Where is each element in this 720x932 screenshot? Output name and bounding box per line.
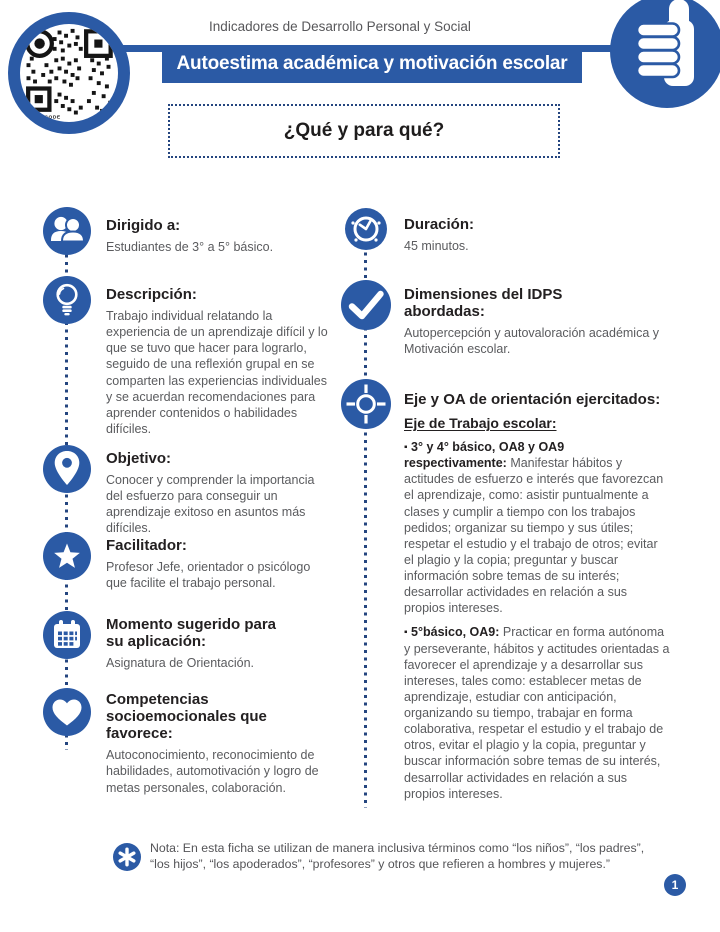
section-duracion: [345, 208, 670, 254]
qr-brand-label: FLOWCODE: [28, 115, 61, 121]
question-title: ¿Qué y para qué?: [283, 120, 445, 141]
asterisk-icon: [113, 843, 141, 871]
section-momento: [43, 611, 334, 671]
section-body: Trabajo individual relatando la experiencia de un aprendizaje difícil y lo que se tuvo que hacer para lograrlo, seguido de una reflexión grupal en se comparten las experiencias individuales y se acuerdan recomendaciones para aprender contenidos o habilidades difíciles.: [106, 309, 328, 436]
question-box: [168, 104, 560, 158]
section-body: Profesor Jefe, orientador o psicólogo que facilite el trabajo personal.: [106, 560, 311, 591]
section-dirigido: [43, 207, 334, 255]
section-title: Dimensiones del IDPS abordadas:: [404, 286, 563, 321]
section-title: Eje y OA de orientación ejercitados:: [404, 391, 661, 408]
bullet-label: 5°básico, OA9:: [411, 625, 500, 640]
bullet-marker: ▪: [404, 442, 408, 454]
target-icon: [341, 379, 391, 429]
section-title: Momento sugerido para su aplicación:: [106, 616, 277, 651]
qr-code: [20, 24, 118, 122]
page-number-badge: [664, 874, 686, 896]
thumbs-up-icon: [610, 0, 720, 108]
section-body: 45 minutos.: [404, 239, 469, 254]
location-pin-icon: [43, 445, 91, 493]
qr-code-pattern: [20, 24, 118, 122]
section-body: Autoconocimiento, reconocimiento de habilidades, automotivación y logro de metas personales, colaboración.: [106, 748, 319, 795]
bullet-text: Manifestar hábitos y actitudes de esfuerzo e interés que favorezcan el aprendizaje, como: asistir puntualmente a clases y cumplir a tiempo con los trabajos pedidos; organizar su tiempo y sus útiles; respetar el estudio y el trabajo de otros; evitar el plagio y la copia; preguntar y buscar información sobre temas de su interés; desarrollar actividades en relación a sus propios intereses.: [404, 456, 664, 616]
eje-subtitle: Eje de Trabajo escolar:: [404, 415, 557, 432]
star-icon: [43, 532, 91, 580]
section-body: Asignatura de Orientación.: [106, 656, 255, 671]
qr-badge: [8, 12, 130, 134]
section-title: Objetivo:: [106, 450, 172, 467]
eje-bullet-2: [404, 624, 670, 801]
section-body: Estudiantes de 3° a 5° básico.: [106, 240, 274, 255]
section-facilitador: [43, 532, 334, 591]
heart-icon: [43, 688, 91, 736]
lightbulb-icon: [43, 276, 91, 324]
check-icon: [341, 280, 391, 330]
document-kicker: Indicadores de Desarrollo Personal y Social: [209, 19, 471, 34]
bullet-label: 3° y 4° básico, OA8 y OA9 respectivamente:: [404, 440, 565, 471]
section-title: Facilitador:: [106, 537, 187, 554]
section-objetivo: [43, 445, 334, 537]
bullet-text: Practicar en forma autónoma y perseverante, hábitos y actitudes orientadas a favorecer el aprendizaje y a desarrollar sus intereses, tales como: establecer metas de aprendizaje, estudiar con anticipación, organizando su tiempo, trabajar en forma colaborativa, respetar el estudio y el trabajo de otros, evitar el plagio y la copia, preguntar y buscar información sobre temas de su interés, desarrollar actividades en relación a sus propios intereses.: [404, 625, 670, 801]
section-body: Conocer y comprender la importancia del esfuerzo para conseguir un aprendizaje exitoso en asuntos más difíciles.: [106, 473, 315, 536]
section-title: Duración:: [404, 216, 475, 233]
thumbs-up-badge: [610, 0, 720, 108]
section-title: Descripción:: [106, 286, 197, 303]
document-title: Autoestima académica y motivación escolar: [176, 53, 568, 74]
section-competencias: [43, 688, 334, 796]
inclusive-language-note: Nota: En esta ficha se utilizan de manera inclusiva términos como “los niños”, “los padres”, “los hijos”, “los apoderados”, “profesores” y otros que refieren a hombres y mujeres.”: [150, 841, 645, 872]
section-dimensiones: [341, 280, 670, 357]
section-title: Dirigido a:: [106, 217, 181, 234]
section-title: Competencias socioemocionales que favorece:: [106, 691, 267, 743]
section-descripcion: [43, 276, 334, 437]
calendar-icon: [43, 611, 91, 659]
section-eje-oa: [341, 379, 670, 802]
section-body: Autopercepción y autovaloración académica y Motivación escolar.: [404, 326, 660, 357]
bullet-marker: ▪: [404, 627, 408, 639]
people-icon: [43, 207, 91, 255]
title-banner: [162, 45, 582, 83]
clock-icon: [345, 208, 387, 250]
eje-bullet-1: [404, 439, 670, 616]
page-number: 1: [671, 878, 679, 892]
